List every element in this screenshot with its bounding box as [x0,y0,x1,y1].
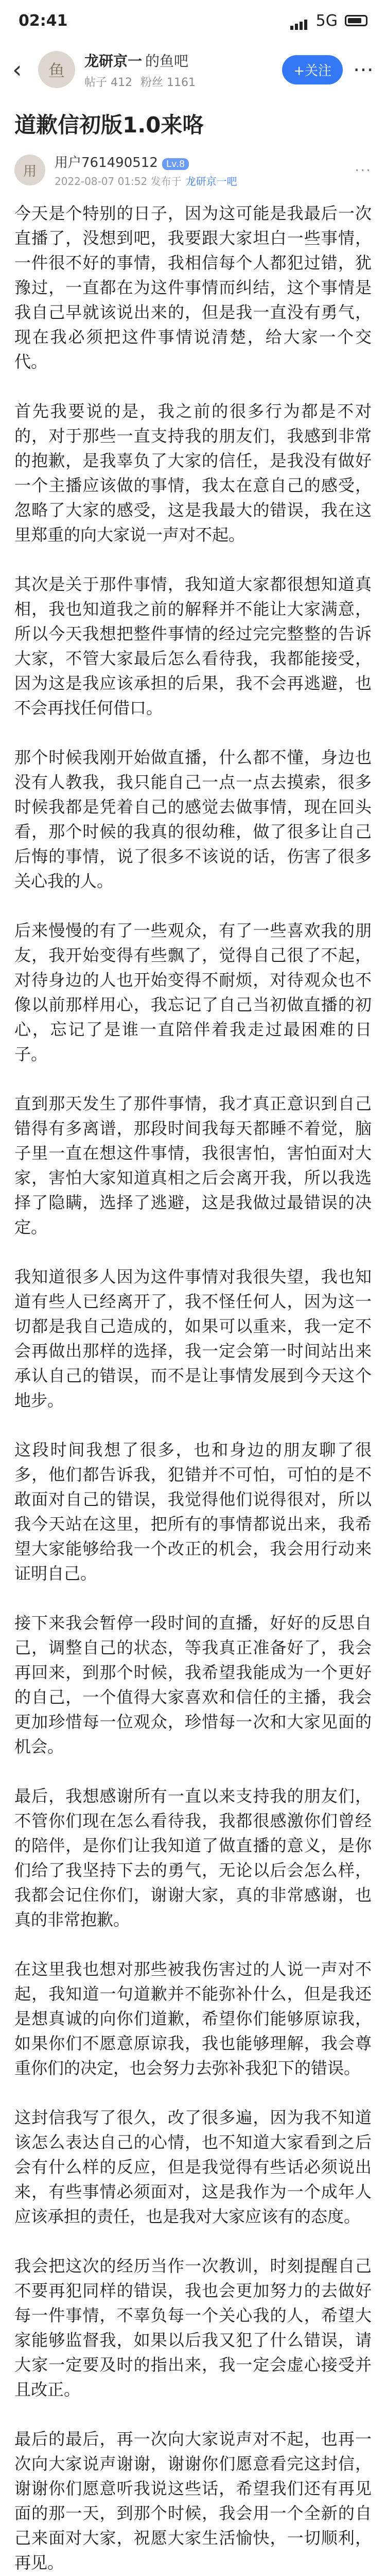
status-indicators [290,12,367,30]
forum-suffix: 的鱼吧 [145,52,189,70]
author-avatar[interactable]: 用 [14,155,45,185]
post-paragraph: 这封信我写了很久，改了很多遍，因为我不知道该怎么表达自己的心情，也不知道大家看到之后会有什么样的反应，但是我觉得有些话必须说出来，有些事情必须面对，这是我作为一个成年人应该承担的责任，也是我对大家应该有的态度。 [14,2108,372,2226]
post-paragraph: 那个时候我刚开始做直播，什么都不懂，身边也没有人教我，我只能自己一点一点去摸索，很多时候我都是凭着自己的感觉去做事情，现在回头看，那个时候的我真的很幼稚，做了很多让自己后悔的事情，说了很多不该说的话，伤害了很多关心我的人。 [14,748,372,891]
forum-info [84,50,282,90]
status-bar [0,0,386,41]
network-label: 5G [315,11,338,30]
post-paragraph: 今天是个特别的日子，因为这可能是我最后一次直播了，没想到吧，我要跟大家坦白一些事情，一件很不好的事情，我相信每个人都犯过错，犹豫过，一直都在为这件事情而纠结，这个事情是我自己早就该说出来的，但是我一直没有勇气，现在我必须把这件事情说清楚，给大家一个交代。 [14,204,372,371]
author-row [14,149,372,191]
post-title: 道歉信初版1.0来咯 [14,112,204,138]
post-paragraph: 首先我要说的是，我之前的很多行为都是不对的，对于那些一直支持我的朋友们，我感到非常的抱歉，是我辜负了大家的信任，是我没有做好一个主播应该做的事情，我太在意自己的感受，忽略了大家的感受，这是我最大的错误，我在这里郑重的向大家说一声对不起。 [14,401,372,545]
author-info [55,152,237,188]
post-count: 帖子 412 [84,76,132,89]
level-badge: Lv.8 [162,158,189,170]
post-paragraph: 最后的最后，再一次向大家说声对不起，也再一次向大家说声谢谢，谢谢你们愿意看完这封信，谢谢你们愿意听我说这些话，希望我们还有再见面的那一天，到那个时候，我会用一个全新的自己来面对大家，祝愿大家生活愉快，一切顺利，再见。 [14,2429,372,2572]
post-paragraph: 我知道很多人因为这件事情对我很失望，我也知道有些人已经离开了，我不怪任何人，因为这一切都是我自己造成的，如果可以重来，我一定不会再做出那样的选择，我一定会第一时间站出来承认自己的错误，而不是让事情发展到今天这个地步。 [14,1267,372,1410]
post-paragraph: 最后，我想感谢所有一直以来支持我的朋友们，不管你们现在怎么看待我，我都很感激你们曾经的陪伴，是你们让我知道了做直播的意义，是你们给了我坚持下去的勇气，无论以后会怎么样，我都会记住你们，谢谢大家，真的非常感谢，也真的非常抱歉。 [14,1786,372,1929]
post-paragraph: 后来慢慢的有了一些观众，有了一些喜欢我的朋友，我开始变得有些飘了，觉得自己很了不起，对待身边的人也开始变得不耐烦，对待观众也不像以前那样用心，我忘记了自己当初做直播的初心，忘记了是谁一直陪伴着我走过最困难的日子。 [14,921,372,1064]
post-source[interactable]: 龙研京一吧 [185,175,237,188]
post-paragraph: 在这里我也想对那些被我伤害过的人说一声对不起，我知道一句道歉并不能弥补什么，但是我还是想真诚的向你们道歉，希望你们能够原谅我，如果你们不愿意原谅我，我也能够理解，我会尊重你们的决定，也会努力去弥补我犯下的错误。 [14,1959,372,2078]
forum-name[interactable] [84,50,282,71]
battery-icon [345,15,367,26]
back-arrow-icon[interactable]: ‹ [12,56,22,83]
forum-stats [84,74,282,90]
signal-icon [290,12,309,30]
fan-count: 粉丝 1161 [141,76,196,89]
avatar[interactable]: 鱼 [38,51,75,88]
post-menu-icon[interactable]: ··· [355,161,372,179]
post-body [14,201,372,2576]
top-nav [0,41,386,98]
post-paragraph: 这段时间我想了很多，也和身边的朋友聊了很多，他们都告诉我，犯错并不可怕，可怕的是不敢面对自己的错误，我觉得他们说得很对，所以我今天站在这里，把所有的事情都说出来，我希望大家能够给我一个改正的机会，我会用行动来证明自己。 [14,1440,372,1583]
status-time: 02:41 [19,11,68,30]
post-date: 2022-08-07 01:52 发布于 [55,175,182,188]
more-icon[interactable]: ⋯ [353,58,374,81]
forum-owner-name: 龙研京一 [84,52,143,70]
post-paragraph: 接下来我会暂停一段时间的直播，好好的反思自己，调整自己的状态，等我真正准备好了，我会再回来，到那个时候，我希望我能成为一个更好的自己，一个值得大家喜欢和信任的主播，我会更加珍惜每一位观众，珍惜每一次和大家见面的机会。 [14,1613,372,1756]
post-paragraph: 我会把这次的经历当作一次教训，时刻提醒自己不要再犯同样的错误，我也会更加努力的去做好每一件事情，不辜负每一个关心我的人，希望大家能够监督我，如果以后我又犯了什么错误，请大家一定要及时的指出来，我一定会虚心接受并且改正。 [14,2256,372,2399]
author-name[interactable]: 用户761490512 [55,155,158,171]
follow-button[interactable]: +关注 [282,55,343,84]
post-paragraph: 其次是关于那件事情，我知道大家都很想知道真相，我也知道我之前的解释并不能让大家满意，所以今天我想把整件事情的经过完完整整的告诉大家，不管大家最后怎么看待我，我都能接受，因为这是我应该承担的后果，我不会再逃避，也不会再找任何借口。 [14,574,372,718]
post-paragraph: 直到那天发生了那件事情，我才真正意识到自己错得有多离谱，那段时间我每天都睡不着觉，脑子里一直在想这件事情，我很害怕，害怕面对大家，害怕大家知道真相之后会离开我，所以我选择了隐瞒，选择了逃避，这是我做过最错误的决定。 [14,1094,372,1237]
post-meta [55,173,237,188]
